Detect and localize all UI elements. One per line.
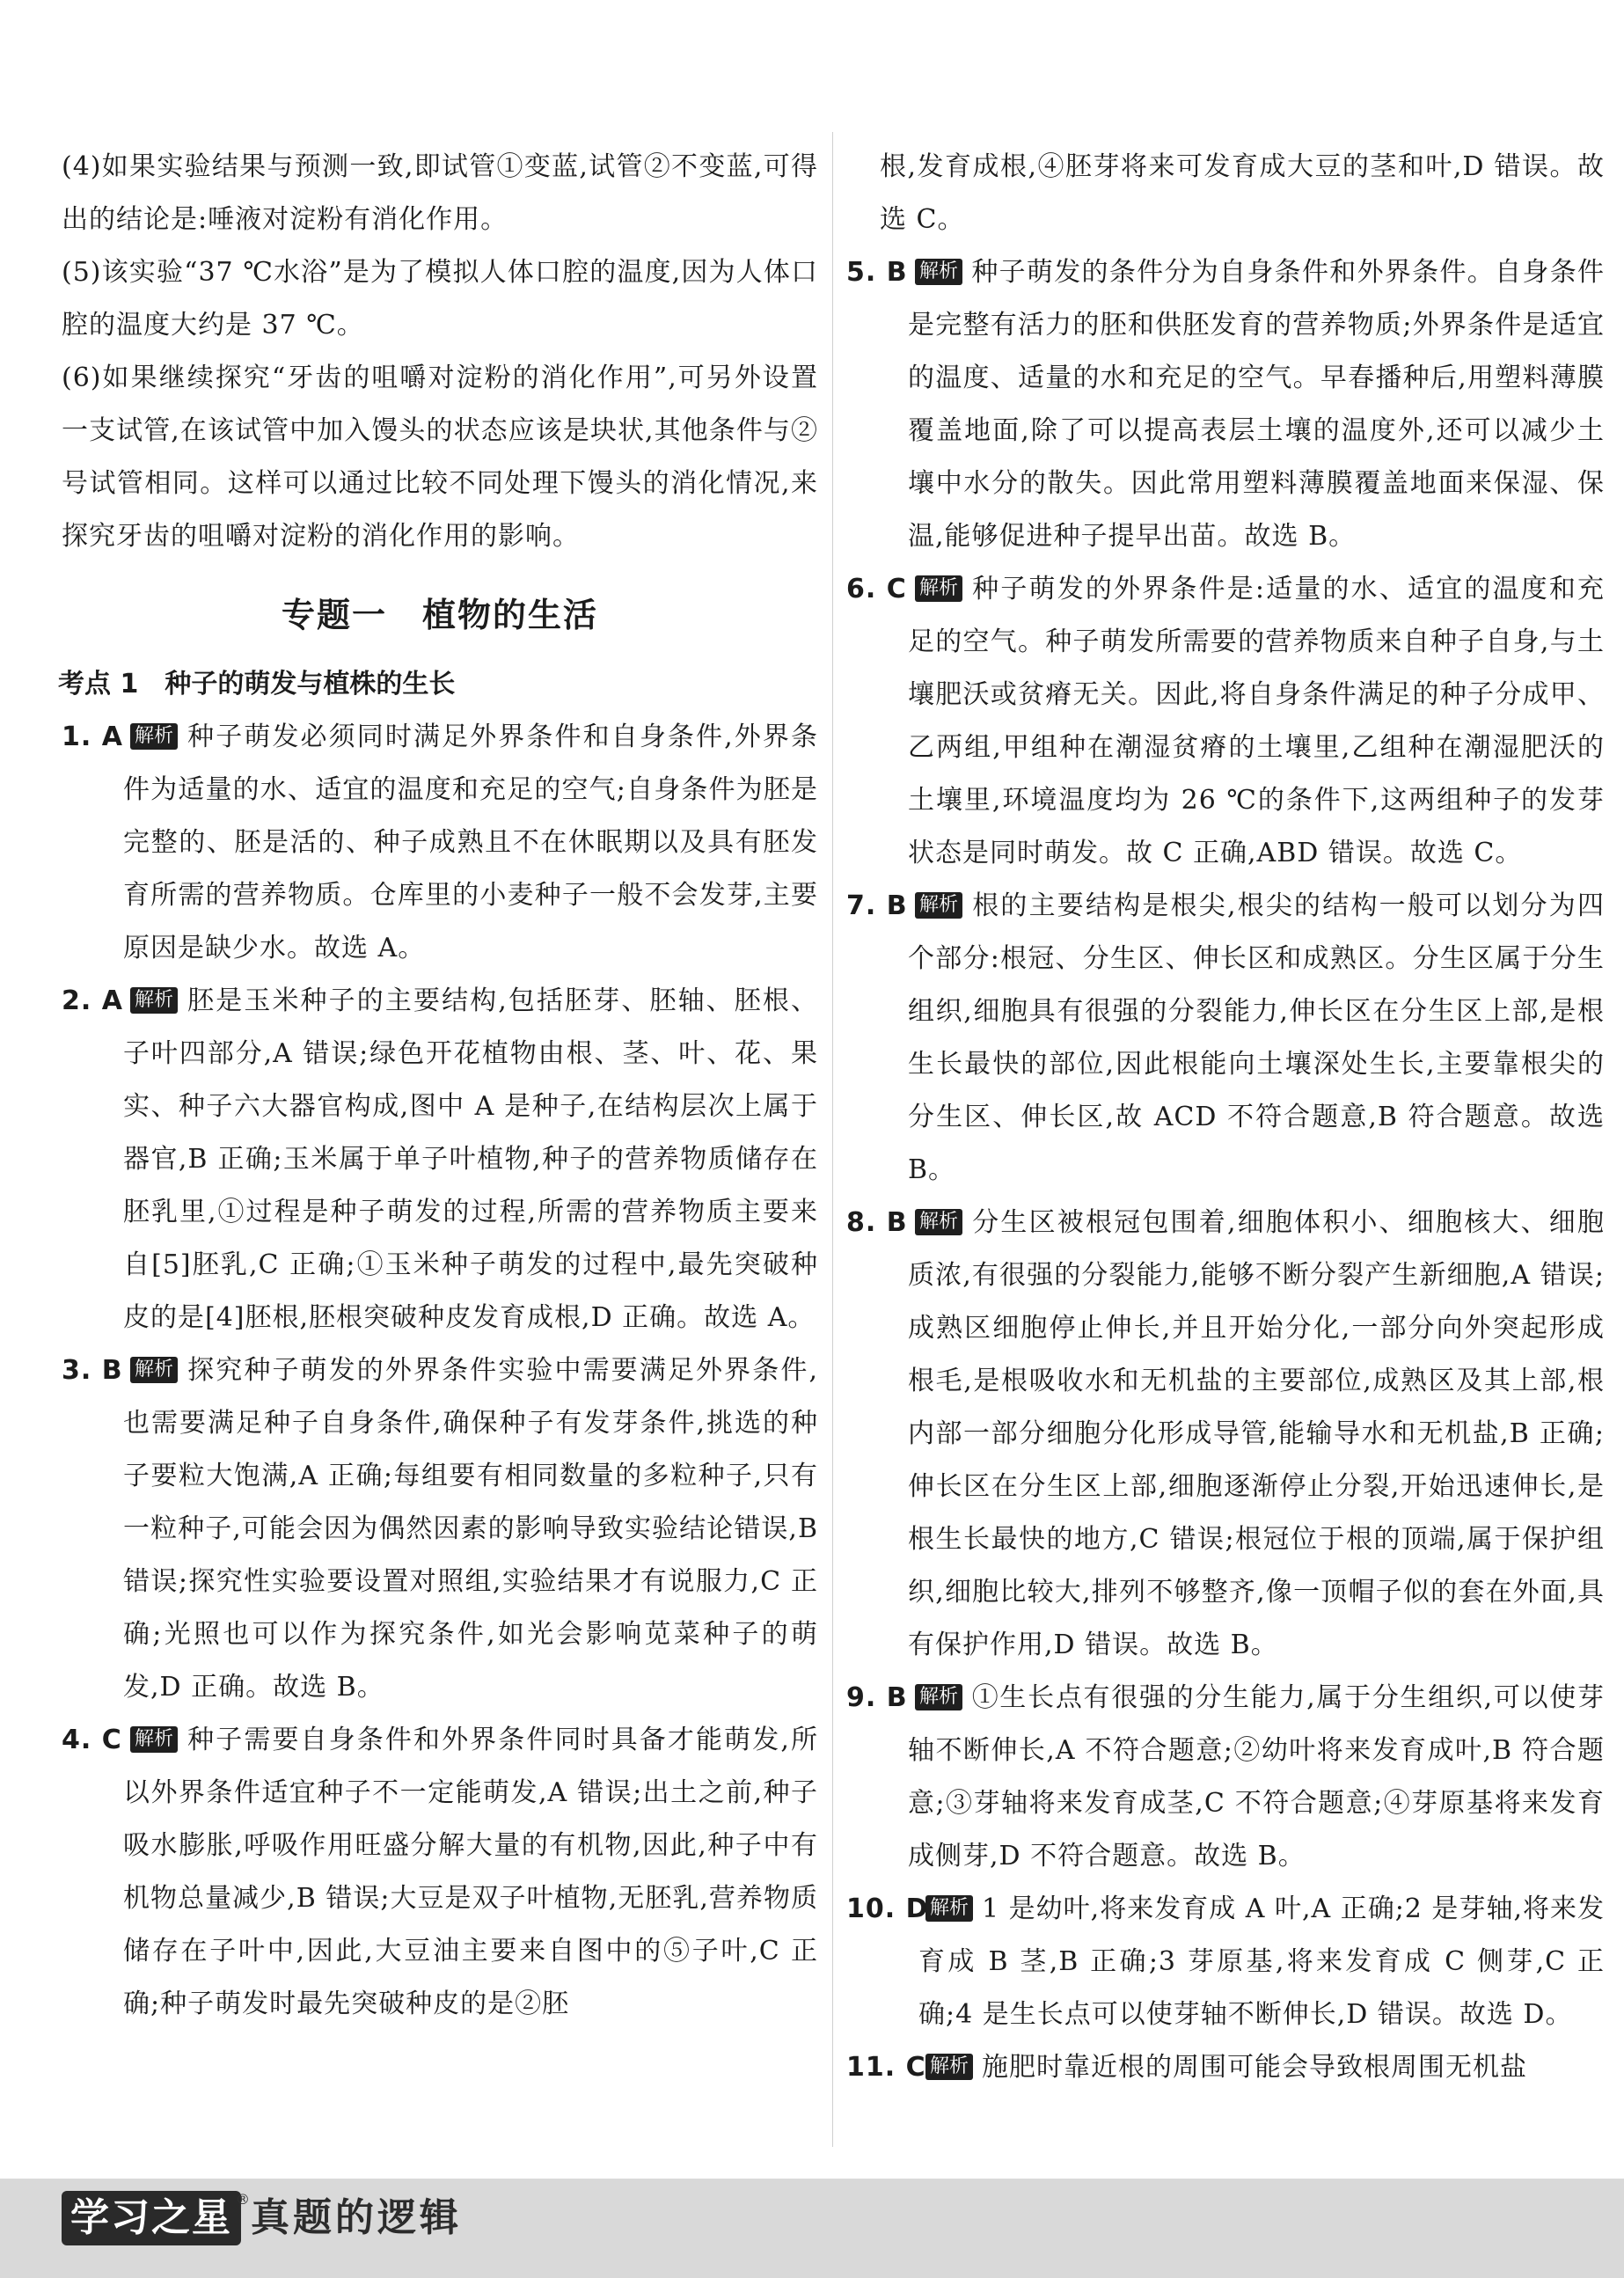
answer-item — [62, 975, 818, 1344]
column-divider — [832, 132, 833, 2147]
analysis-badge: 解析 — [130, 1726, 178, 1753]
answer-text: 探究种子萌发的外界条件实验中需要满足外界条件,也需要满足种子自身条件,确保种子有发芽条件,挑选的种子要粒大饱满,A 正确;每组要有相同数量的多粒种子,只有一粒种子,可能会因为偶然因素的影响导致实验结论错误,B 错误;探究性实验要设置对照组,实验结果才有说服力,C 正确;光照也可以作为探究条件,如光会影响苋菜种子的萌发,D 正确。故选 B。 — [123, 1355, 818, 1703]
analysis-badge: 解析 — [915, 1209, 962, 1235]
answer-text: 1 是幼叶,将来发育成 A 叶,A 正确;2 是芽轴,将来发育成 B 茎,B 正确;3 芽原基,将来发育成 C 侧芽,C 正确;4 是生长点可以使芽轴不断伸长,D 错误。故选 D。 — [918, 1893, 1605, 2030]
brand-logo: 学习之星 — [62, 2191, 241, 2245]
answer-number: 9. B — [846, 1682, 908, 1713]
answer-text: 种子萌发的条件分为自身条件和外界条件。自身条件是完整有活力的胚和供胚发育的营养物质;外界条件是适宜的温度、适量的水和充足的空气。早春播种后,用塑料薄膜覆盖地面,除了可以提高表层土壤的温度外,还可以减少土壤中水分的散失。因此常用塑料薄膜覆盖地面来保湿、保温,能够促进种子提早出苗。故选 B。 — [908, 257, 1605, 552]
analysis-badge: 解析 — [925, 1895, 973, 1922]
answer-number: 6. C — [846, 574, 907, 604]
paragraph: (5)该实验“37 ℃水浴”是为了模拟人体口腔的温度,因为人体口腔的温度大约是 37 ℃。 — [62, 257, 818, 341]
answer-text: ①生长点有很强的分生能力,属于分生组织,可以使芽轴不断伸长,A 不符合题意;②幼叶将来发育成叶,B 符合题意;③芽轴将来发育成茎,C 不符合题意;④芽原基将来发育成侧芽,D 不符合题意。故选 B。 — [908, 1682, 1605, 1871]
topic-title: 专题一 植物的生活 — [281, 596, 598, 634]
analysis-badge: 解析 — [915, 575, 962, 602]
answer-number: 11. C — [846, 2052, 926, 2083]
left-column — [58, 141, 818, 2031]
answer-number: 5. B — [846, 257, 908, 288]
analysis-badge: 解析 — [915, 892, 962, 919]
answer-item — [846, 246, 1605, 563]
paragraph: (4)如果实验结果与预测一致,即试管①变蓝,试管②不变蓝,可得出的结论是:唾液对淀粉有消化作用。 — [62, 151, 818, 235]
answer-text: 胚是玉米种子的主要结构,包括胚芽、胚轴、胚根、子叶四部分,A 错误;绿色开花植物由根、茎、叶、花、果实、种子六大器官构成,图中 A 是种子,在结构层次上属于器官,B 正确;玉米属于单子叶植物,种子的营养物质储存在胚乳里,①过程是种子萌发的过程,所需的营养物质主要来自[5]胚乳,C 正确;①玉米种子萌发的过程中,最先突破种皮的是[4]胚根,胚根突破种皮发育成根,D 正确。故选 A。 — [123, 985, 818, 1333]
registered-mark: ® — [236, 2191, 250, 2208]
answer-text: 分生区被根冠包围着,细胞体积小、细胞核大、细胞质浓,有很强的分裂能力,能够不断分裂产生新细胞,A 错误;成熟区细胞停止伸长,并且开始分化,一部分向外突起形成根毛,是根吸收水和无机盐的主要部位,成熟区及其上部,根内部一部分细胞分化形成导管,能输导水和无机盐,B 正确;伸长区在分生区上部,细胞逐渐停止分裂,开始迅速伸长,是根生长最快的地方,C 错误;根冠位于根的顶端,属于保护组织,细胞比较大,排列不够整齐,像一顶帽子似的套在外面,具有保护作用,D 错误。故选 B。 — [908, 1207, 1605, 1660]
answer-text: 根的主要结构是根尖,根尖的结构一般可以划分为四个部分:根冠、分生区、伸长区和成熟区。分生区属于分生组织,细胞具有很强的分裂能力,伸长区在分生区上部,是根生长最快的部位,因此根能向土壤深处生长,主要靠根尖的分生区、伸长区,故 ACD 不符合题意,B 符合题意。故选 B。 — [908, 890, 1605, 1185]
answer-number: 8. B — [846, 1207, 908, 1238]
answer-text: 施肥时靠近根的周围可能会导致根周围无机盐 — [982, 2052, 1528, 2083]
footer-slogan: 真题的逻辑 — [251, 2195, 462, 2240]
section-title: 考点 1 种子的萌发与植株的生长 — [58, 669, 456, 700]
answer-item — [846, 1883, 1605, 2041]
continuation-text: 根,发育成根,④胚芽将来可发育成大豆的茎和叶,D 错误。故选 C。 — [880, 151, 1605, 235]
analysis-badge: 解析 — [915, 1684, 962, 1710]
answer-number: 4. C — [62, 1725, 122, 1755]
paragraph: (6)如果继续探究“牙齿的咀嚼对淀粉的消化作用”,可另外设置一支试管,在该试管中加入馒头的状态应该是块状,其他条件与②号试管相同。这样可以通过比较不同处理下馒头的消化情况,来探究牙齿的咀嚼对淀粉的消化作用的影响。 — [62, 363, 818, 552]
answer-item — [846, 1197, 1605, 1672]
analysis-badge: 解析 — [130, 723, 178, 750]
analysis-badge: 解析 — [130, 987, 178, 1014]
analysis-badge: 解析 — [925, 2054, 973, 2080]
analysis-badge: 解析 — [915, 259, 962, 285]
answer-item — [846, 563, 1605, 880]
answer-item — [62, 1714, 818, 2031]
answer-number: 10. D — [846, 1893, 929, 1924]
answer-item — [846, 880, 1605, 1197]
answer-text: 种子萌发必须同时满足外界条件和自身条件,外界条件为适量的水、适宜的温度和充足的空气;自身条件为胚是完整的、胚是活的、种子成熟且不在休眠期以及具有胚发育所需的营养物质。仓库里的小麦种子一般不会发芽,主要原因是缺少水。故选 A。 — [123, 721, 818, 963]
right-column — [846, 141, 1605, 2094]
answer-item — [846, 2041, 1605, 2094]
analysis-badge: 解析 — [130, 1357, 178, 1383]
answer-number: 3. B — [62, 1355, 123, 1386]
answer-item — [62, 1344, 818, 1714]
answer-number: 7. B — [846, 890, 908, 921]
answer-item — [846, 1672, 1605, 1883]
answer-text: 种子需要自身条件和外界条件同时具备才能萌发,所以外界条件适宜种子不一定能萌发,A 错误;出土之前,种子吸水膨胀,呼吸作用旺盛分解大量的有机物,因此,种子中有机物总量减少,B 错误;大豆是双子叶植物,无胚乳,营养物质储存在子叶中,因此,大豆油主要来自图中的⑤子叶,C 正确;种子萌发时最先突破种皮的是②胚 — [123, 1725, 818, 2019]
answer-item — [62, 711, 818, 975]
answer-number: 2. A — [62, 985, 123, 1016]
answer-number: 1. A — [62, 721, 123, 752]
answer-text: 种子萌发的外界条件是:适量的水、适宜的温度和充足的空气。种子萌发所需要的营养物质来自种子自身,与土壤肥沃或贫瘠无关。因此,将自身条件满足的种子分成甲、乙两组,甲组种在潮湿贫瘠的土壤里,乙组种在潮湿肥沃的土壤里,环境温度均为 26 ℃的条件下,这两组种子的发芽状态是同时萌发。故 C 正确,ABD 错误。故选 C。 — [908, 574, 1605, 868]
